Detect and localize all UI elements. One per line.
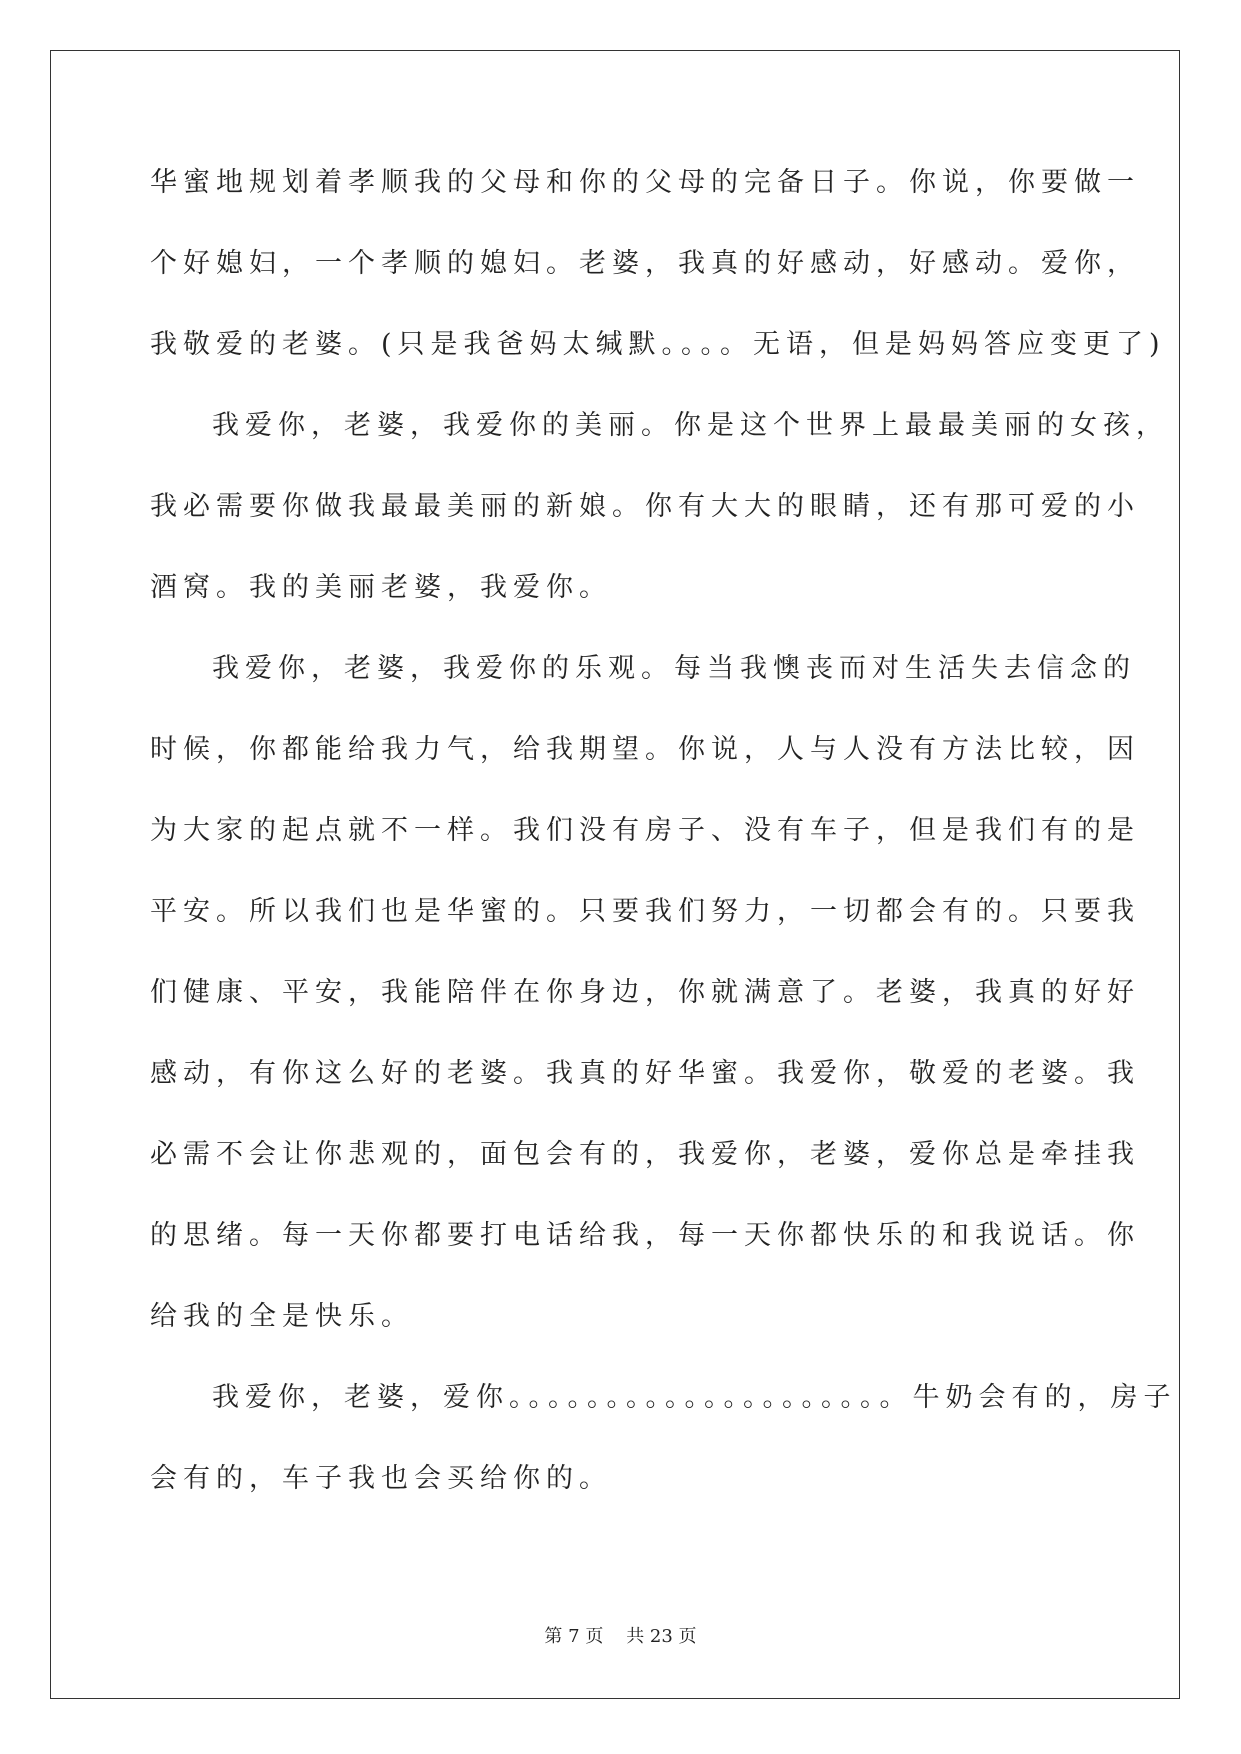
paragraph-start-line: 我爱你，老婆，我爱你的乐观。每当我懊丧而对生活失去信念的 xyxy=(212,653,1136,684)
text-line: 我必需要你做我最最美丽的新娘。你有大大的眼睛，还有那可爱的小 xyxy=(150,491,1140,522)
text-line: 个好媳妇，一个孝顺的媳妇。老婆，我真的好感动，好感动。爱你， xyxy=(150,248,1140,279)
text-line: 给我的全是快乐。 xyxy=(150,1301,414,1332)
text-line: 酒窝。我的美丽老婆，我爱你。 xyxy=(150,572,612,603)
page-number-label: 第 7 页 共 23 页 xyxy=(544,1626,697,1647)
text-line: 感动，有你这么好的老婆。我真的好华蜜。我爱你，敬爱的老婆。我 xyxy=(150,1058,1140,1089)
text-line: 平安。所以我们也是华蜜的。只要我们努力，一切都会有的。只要我 xyxy=(150,896,1140,927)
paragraph-start-line: 我爱你，老婆，爱你。。。。。。。。。。。。。。。。。。。。牛奶会有的，房子 xyxy=(212,1382,1177,1413)
text-line: 我敬爱的老婆。(只是我爸妈太缄默。。。。无语，但是妈妈答应变更了) xyxy=(150,329,1166,360)
text-line: 的思绪。每一天你都要打电话给我，每一天你都快乐的和我说话。你 xyxy=(150,1220,1140,1251)
text-line: 为大家的起点就不一样。我们没有房子、没有车子，但是我们有的是 xyxy=(150,815,1140,846)
text-line: 们健康、平安，我能陪伴在你身边，你就满意了。老婆，我真的好好 xyxy=(150,977,1140,1008)
document-body xyxy=(150,158,1177,1535)
paragraph-start-line: 我爱你，老婆，我爱你的美丽。你是这个世界上最最美丽的女孩， xyxy=(212,410,1169,441)
text-line: 时候，你都能给我力气，给我期望。你说，人与人没有方法比较，因 xyxy=(150,734,1140,765)
text-line: 必需不会让你悲观的，面包会有的，我爱你，老婆，爱你总是牵挂我 xyxy=(150,1139,1140,1170)
page-footer xyxy=(0,1622,1241,1648)
text-line: 华蜜地规划着孝顺我的父母和你的父母的完备日子。你说，你要做一 xyxy=(150,167,1140,198)
text-line: 会有的，车子我也会买给你的。 xyxy=(150,1463,612,1494)
